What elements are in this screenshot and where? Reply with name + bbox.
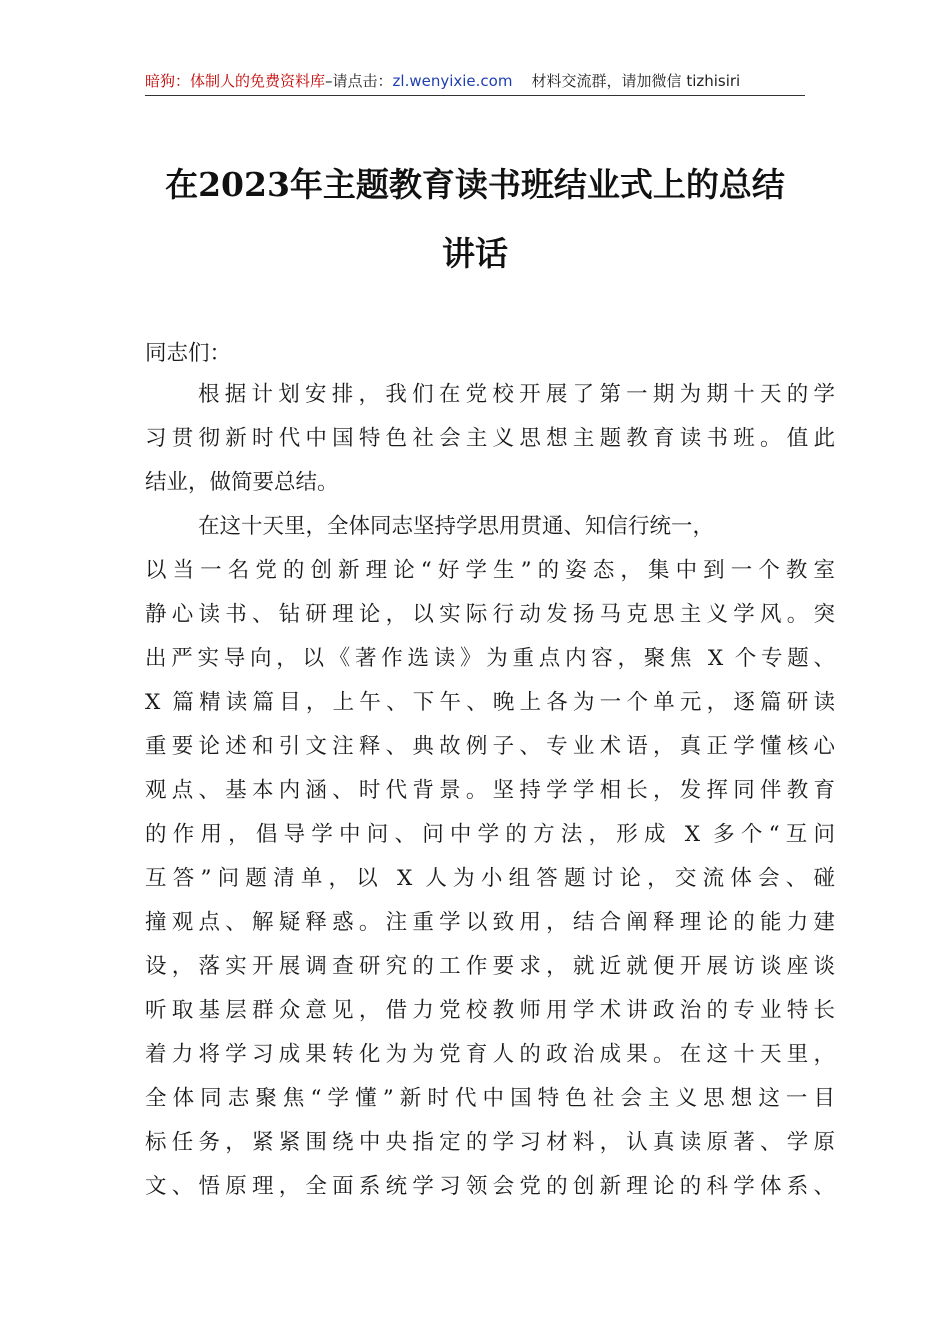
page-header [145, 68, 805, 94]
header-group-info: 材料交流群，请加微信 tizhisiri [531, 72, 741, 90]
body-line: 以当一名党的创新理论“好学生”的姿态，集中到一个教室 [145, 558, 835, 583]
body-line: 习贯彻新时代中国特色社会主义思想主题教育读书班。值此 [145, 426, 835, 451]
body-line: 重要论述和引文注释、典故例子、专业术语，真正学懂核心 [145, 734, 835, 759]
body-line: 出严实导向，以《著作选读》为重点内容，聚焦 X 个专题、 [145, 646, 835, 671]
header-site-name: 暗狗：体制人的免费资料库 [145, 72, 326, 90]
body-line: 全体同志聚焦“学懂”新时代中国特色社会主义思想这一目 [145, 1086, 835, 1111]
body-line: 静心读书、钻研理论，以实际行动发扬马克思主义学风。突 [145, 602, 835, 627]
header-prompt: –请点击： [325, 72, 393, 90]
body-line: 撞观点、解疑释惑。注重学以致用，结合阐释理论的能力建 [145, 910, 835, 935]
body-line: 听取基层群众意见，借力党校教师用学术讲政治的专业特长 [145, 998, 835, 1023]
header-divider [145, 95, 805, 96]
body-line: 根据计划安排，我们在党校开展了第一期为期十天的学 [198, 382, 835, 407]
body-line: 结业，做简要总结。 [145, 470, 339, 495]
salutation: 同志们： [145, 341, 232, 366]
body-line: 的作用，倡导学中问、问中学的方法，形成 X 多个“互问 [145, 822, 835, 847]
body-line: 标任务，紧紧围绕中央指定的学习材料，认真读原著、学原 [145, 1130, 835, 1155]
body-line: 设，落实开展调查研究的工作要求，就近就便开展访谈座谈 [145, 954, 835, 979]
body-line: 着力将学习成果转化为为党育人的政治成果。在这十天里， [145, 1042, 835, 1067]
body-line: 文、悟原理，全面系统学习领会党的创新理论的科学体系、 [145, 1174, 835, 1199]
document-title-line-1: 在2023年主题教育读书班结业式上的总结 [165, 165, 785, 204]
header-url-link[interactable]: zl.wenyixie.com [392, 72, 513, 90]
body-line: X 篇精读篇目，上午、下午、晚上各为一个单元，逐篇研读 [145, 690, 835, 715]
header-spacer [512, 72, 531, 90]
document-title-line-2: 讲话 [442, 234, 508, 273]
body-line: 在这十天里，全体同志坚持学思用贯通、知信行统一， [198, 514, 715, 539]
body-line: 互答”问题清单，以 X 人为小组答题讨论，交流体会、碰 [145, 866, 835, 891]
body-line: 观点、基本内涵、时代背景。坚持学学相长，发挥同伴教育 [145, 778, 835, 803]
